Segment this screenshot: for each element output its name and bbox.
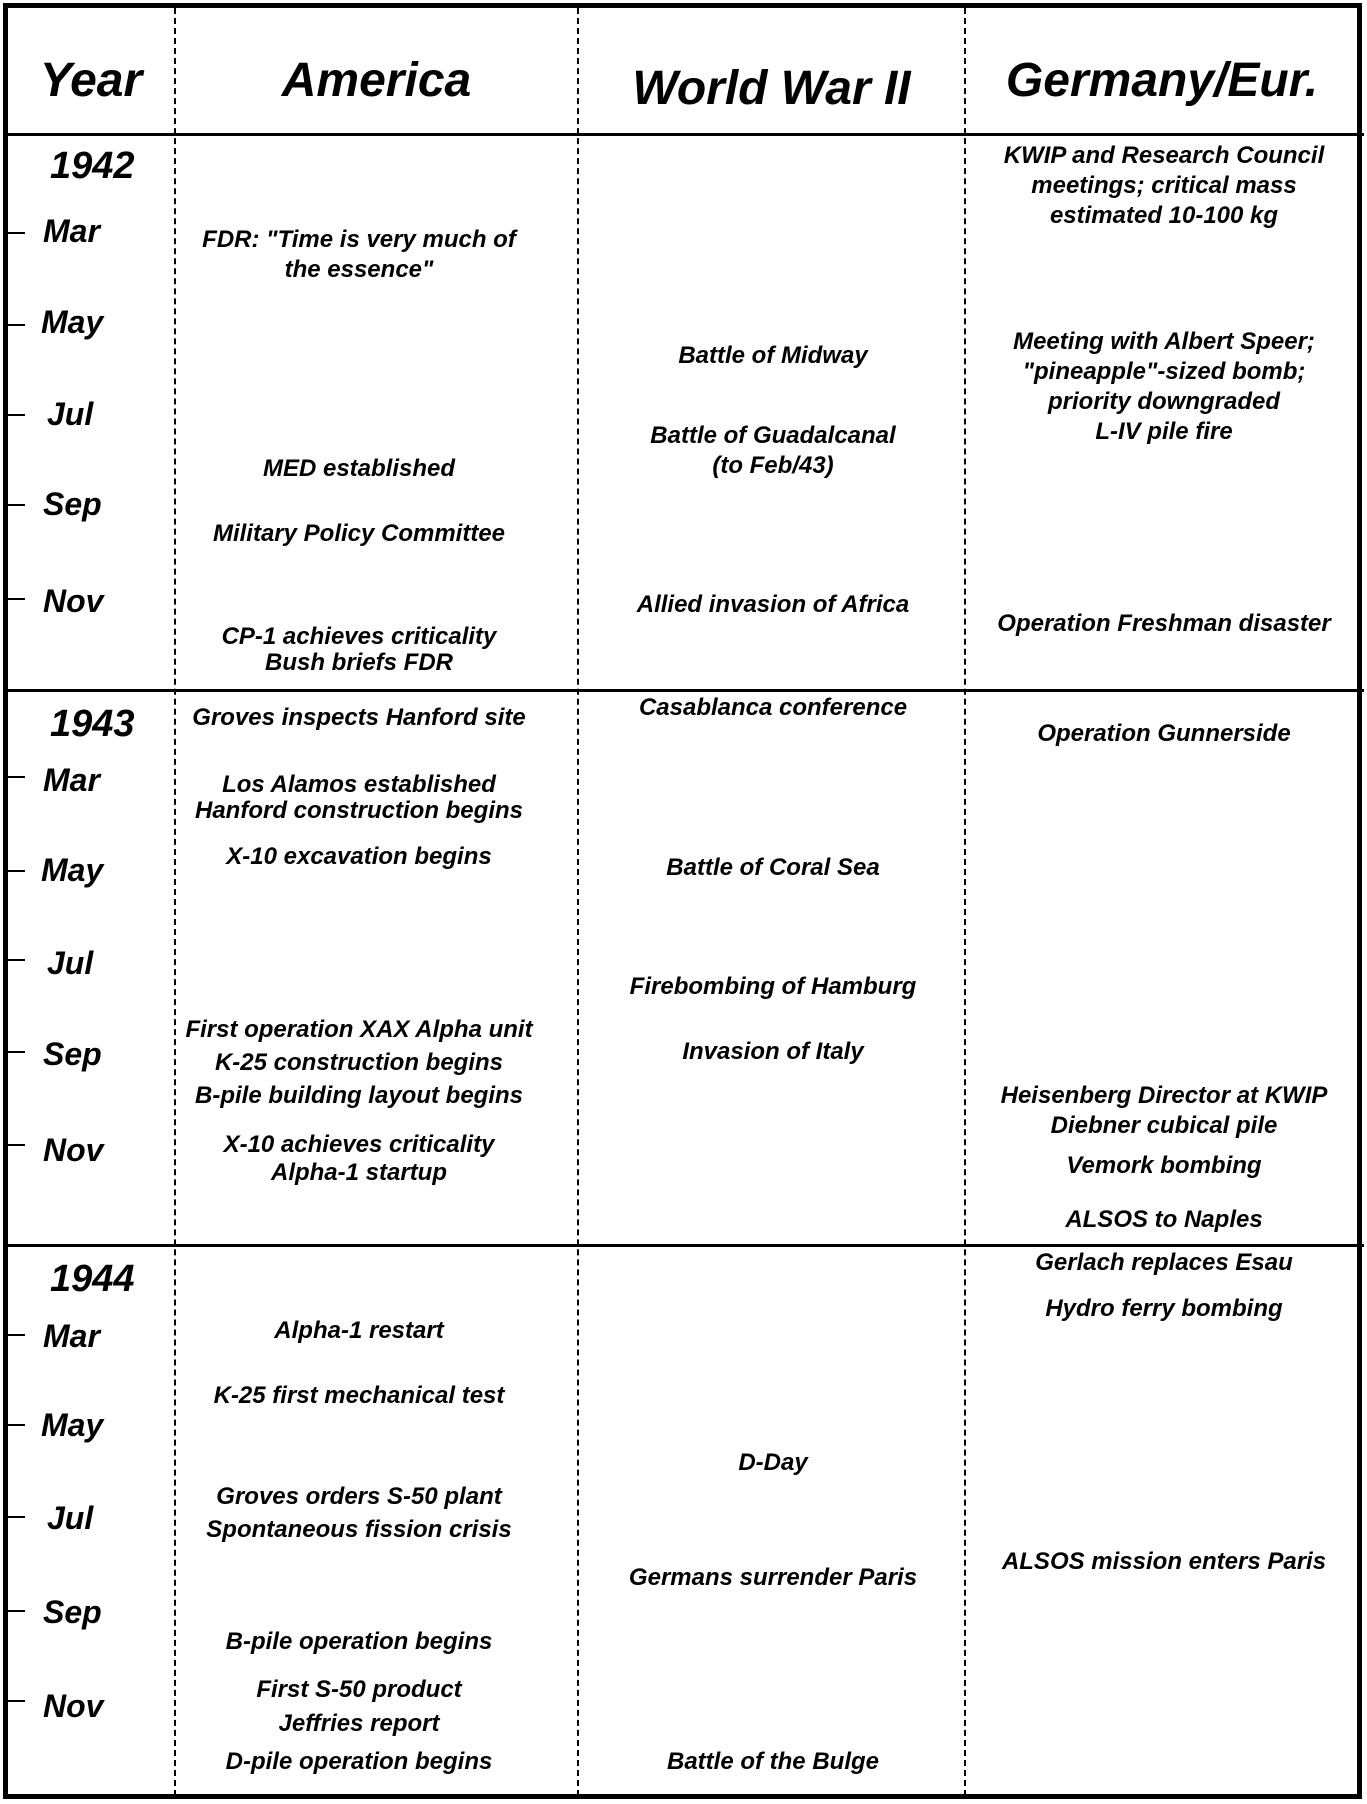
event-line: B-pile building layout begins (195, 1082, 523, 1109)
month-label: Nov (43, 1132, 104, 1168)
divider-1944 (3, 1244, 1364, 1247)
event-line: (to Feb/43) (712, 452, 834, 479)
event-ww2 (580, 1747, 966, 1777)
header-america: America (281, 53, 472, 107)
event-america (176, 225, 542, 285)
event-ww2 (580, 972, 966, 1002)
month-tick (3, 598, 25, 600)
event-line: First S-50 product (256, 1676, 462, 1703)
month-tick (3, 232, 25, 234)
event-ww2 (580, 1037, 966, 1067)
event-america (176, 1482, 542, 1512)
year-1943: 1943 (50, 703, 135, 745)
event-line: CP-1 achieves criticality (221, 623, 497, 650)
event-line: D-pile operation begins (225, 1748, 493, 1775)
month-label: May (41, 1407, 104, 1443)
event-line: "pineapple"-sized bomb; (1022, 358, 1306, 385)
event-line: Germans surrender Paris (628, 1564, 918, 1591)
column-divider-america (577, 8, 579, 1796)
event-ww2 (580, 1563, 966, 1593)
event-line: Heisenberg Director at KWIP (1000, 1082, 1328, 1109)
event-line: Battle of the Bulge (666, 1748, 879, 1775)
event-line: Jeffries report (278, 1710, 440, 1737)
event-germany (966, 1294, 1362, 1324)
event-ww2 (580, 853, 966, 883)
event-line: Meeting with Albert Speer; (1013, 328, 1315, 355)
event-line: MED established (262, 455, 456, 482)
month-label: Sep (43, 1594, 102, 1630)
event-line: Hydro ferry bombing (1045, 1295, 1283, 1322)
event-america (176, 1515, 542, 1545)
event-line: L-IV pile fire (1095, 418, 1233, 445)
event-ww2 (580, 421, 966, 481)
event-line: Operation Gunnerside (1037, 720, 1291, 747)
month-label: Nov (43, 583, 104, 619)
month-label: Jul (47, 1500, 94, 1536)
event-line: Alpha-1 restart (274, 1317, 444, 1344)
event-america (176, 1381, 542, 1411)
month-label: Nov (43, 1688, 104, 1724)
event-line: priority downgraded (1047, 388, 1280, 415)
event-line: the essence" (284, 256, 434, 283)
month-label: Mar (43, 1318, 100, 1354)
month-tick (3, 414, 25, 416)
event-line: Operation Freshman disaster (997, 610, 1331, 637)
month-label: Sep (43, 486, 102, 522)
event-america (176, 772, 542, 824)
month-label: Jul (47, 945, 94, 981)
event-germany (966, 141, 1362, 231)
event-line: Invasion of Italy (682, 1038, 864, 1065)
event-america (176, 1015, 542, 1045)
event-line: Gerlach replaces Esau (1035, 1249, 1293, 1276)
event-line: First operation XAX Alpha unit (185, 1016, 533, 1043)
event-germany (966, 1081, 1362, 1141)
event-america (176, 1131, 542, 1187)
event-line: Diebner cubical pile (1050, 1112, 1278, 1139)
month-tick (3, 776, 25, 778)
event-germany (966, 1151, 1362, 1181)
event-america (176, 454, 542, 484)
event-line: K-25 construction begins (214, 1049, 504, 1076)
month-tick (3, 1516, 25, 1518)
event-america (176, 1675, 542, 1705)
event-ww2 (580, 341, 966, 371)
event-germany (966, 1205, 1362, 1235)
event-line: Casablanca conference (638, 694, 908, 721)
month-label: Mar (43, 762, 100, 798)
event-line: Vemork bombing (1066, 1152, 1262, 1179)
event-america (176, 703, 542, 733)
event-america (176, 1709, 542, 1739)
month-tick (3, 1051, 25, 1053)
event-line: Allied invasion of Africa (636, 591, 910, 618)
event-line: meetings; critical mass (1031, 172, 1297, 199)
event-america (176, 624, 542, 676)
month-label: Mar (43, 213, 100, 249)
event-line: Los Alamos established (222, 771, 496, 798)
header-germany: Germany/Eur. (1005, 53, 1319, 107)
event-line: KWIP and Research Council (1003, 142, 1325, 169)
event-germany (966, 327, 1362, 447)
month-tick (3, 959, 25, 961)
month-label: May (41, 852, 104, 888)
month-label: Sep (43, 1036, 102, 1072)
event-line: Battle of Midway (678, 342, 868, 369)
event-america (176, 842, 542, 872)
month-tick (3, 504, 25, 506)
year-1944: 1944 (50, 1258, 135, 1300)
event-line: K-25 first mechanical test (213, 1382, 505, 1409)
event-line: Battle of Coral Sea (666, 854, 880, 881)
event-line: estimated 10-100 kg (1049, 202, 1279, 229)
month-label: May (41, 304, 104, 340)
event-germany (966, 1248, 1362, 1278)
event-america (176, 1316, 542, 1346)
divider-1943 (3, 689, 1364, 692)
event-line: X-10 achieves criticality (223, 1131, 495, 1158)
month-tick (3, 1700, 25, 1702)
month-label: Jul (47, 396, 94, 432)
event-line: Alpha-1 startup (270, 1159, 447, 1186)
event-america (176, 1747, 542, 1777)
event-line: Hanford construction begins (194, 797, 523, 824)
month-tick (3, 324, 25, 326)
event-ww2 (580, 590, 966, 620)
event-line: Bush briefs FDR (264, 649, 453, 676)
event-line: ALSOS to Naples (1065, 1206, 1263, 1233)
column-divider-ww2 (964, 8, 966, 1796)
event-america (176, 1048, 542, 1078)
month-tick (3, 1610, 25, 1612)
event-line: Battle of Guadalcanal (650, 422, 896, 449)
event-america (176, 1081, 542, 1111)
event-line: ALSOS mission enters Paris (1001, 1548, 1327, 1575)
event-line: Military Policy Committee (212, 520, 506, 547)
month-tick (3, 1144, 25, 1146)
event-america (176, 1627, 542, 1657)
event-line: Spontaneous fission crisis (206, 1516, 512, 1543)
event-germany (966, 719, 1362, 749)
event-germany (966, 609, 1362, 639)
event-ww2 (580, 693, 966, 723)
event-line: X-10 excavation begins (226, 843, 492, 870)
year-1942: 1942 (50, 145, 135, 187)
event-america (176, 519, 542, 549)
month-tick (3, 1334, 25, 1336)
month-tick (3, 870, 25, 872)
event-line: FDR: "Time is very much of (202, 226, 516, 253)
event-germany (966, 1547, 1362, 1577)
event-line: Groves orders S-50 plant (216, 1483, 502, 1510)
header-year: Year (39, 53, 143, 107)
event-ww2 (580, 1448, 966, 1478)
event-line: Groves inspects Hanford site (192, 704, 526, 731)
event-line: Firebombing of Hamburg (629, 973, 917, 1000)
event-line: D-Day (738, 1449, 808, 1476)
header-ww2: World War II (632, 61, 911, 115)
event-line: B-pile operation begins (225, 1628, 493, 1655)
month-tick (3, 1424, 25, 1426)
